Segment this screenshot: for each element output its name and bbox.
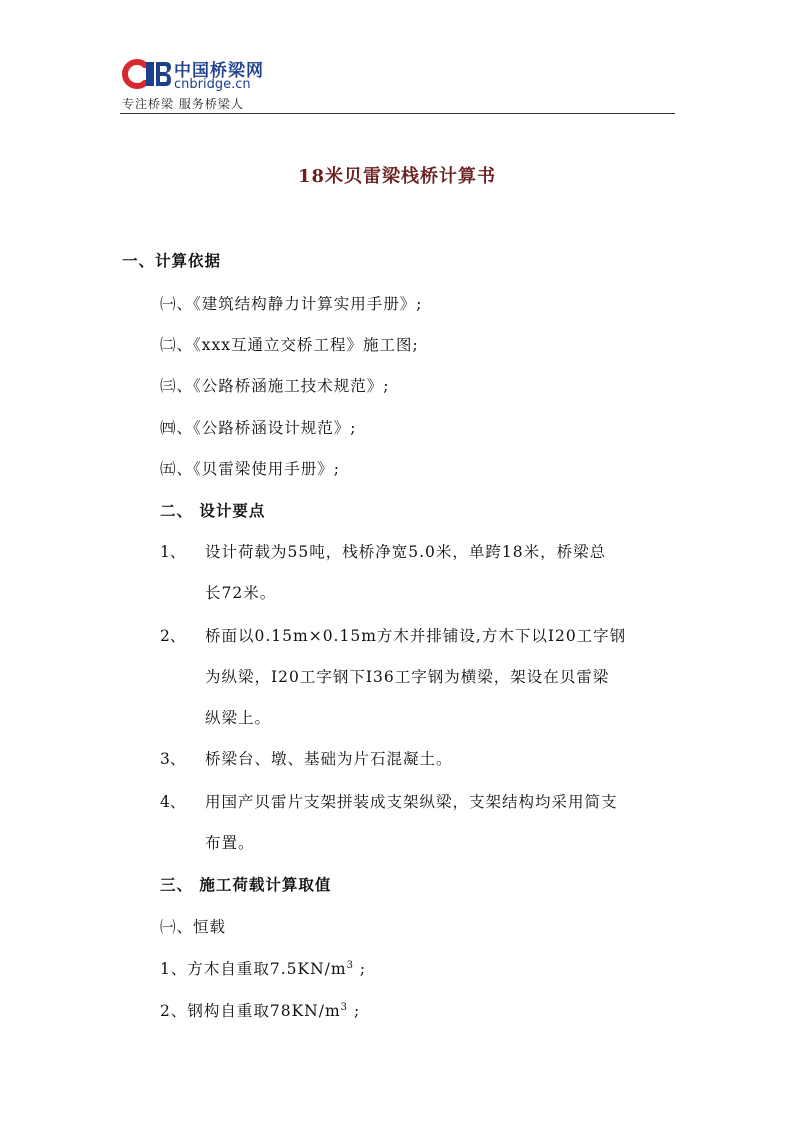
section-1-heading: 一、计算依据 xyxy=(122,251,222,270)
logo-slogan: 专注桥梁 服务桥梁人 xyxy=(122,97,244,111)
cnb-logo-icon xyxy=(122,56,172,92)
section-2-item-line: 桥面以0.15m×0.15m方木并排铺设,方木下以I20工字钢 xyxy=(205,627,627,645)
section-3-line: 1、方木自重取$7.5KN/m^3$ ; xyxy=(160,959,367,978)
section-3-subheading: ㈠、恒载 xyxy=(160,918,227,936)
section-3-line: 2、钢构自重取$78KN/m^3$ ; xyxy=(160,1001,361,1020)
header-divider xyxy=(120,113,675,114)
section-2-item-number: 4、 xyxy=(160,793,186,811)
site-logo xyxy=(122,56,292,112)
section-1-item: ㈤、《贝雷梁使用手册》; xyxy=(160,460,340,478)
section-3-heading: 三、 施工荷载计算取值 xyxy=(160,875,332,894)
section-2-item-line: 为纵梁，I20工字钢下I36工字钢为横梁，架设在贝雷梁 xyxy=(205,668,610,686)
section-2-item-line: 长72米。 xyxy=(205,584,277,602)
section-1-item: ㈠、《建筑结构静力计算实用手册》; xyxy=(160,295,423,313)
section-1-item: ㈢、《公路桥涵施工技术规范》; xyxy=(160,377,390,395)
section-2-item-line: 设计荷载为55吨，栈桥净宽5.0米，单跨18米，桥梁总 xyxy=(205,543,607,561)
section-2-item-number: 1、 xyxy=(160,543,186,561)
document-title: 18米贝雷梁栈桥计算书 xyxy=(297,166,497,187)
logo-domain: cnbridge.cn xyxy=(174,77,251,92)
section-2-item-line: 用国产贝雷片支架拼装成支架纵梁，支架结构均采用简支 xyxy=(205,793,618,811)
section-1-item: ㈡、《xxx互通立交桥工程》施工图; xyxy=(160,336,419,354)
section-2-item-line: 纵梁上。 xyxy=(205,709,272,727)
section-2-item-number: 2、 xyxy=(160,627,186,645)
section-2-item-number: 3、 xyxy=(160,750,186,768)
section-1-item: ㈣、《公路桥涵设计规范》; xyxy=(160,419,357,437)
section-2-item-line: 桥梁台、墩、基础为片石混凝土。 xyxy=(205,750,453,768)
logo-site-name: 中国桥梁网 xyxy=(174,61,264,81)
section-2-heading: 二、 设计要点 xyxy=(160,501,266,520)
section-2-item-line: 布置。 xyxy=(205,834,255,852)
